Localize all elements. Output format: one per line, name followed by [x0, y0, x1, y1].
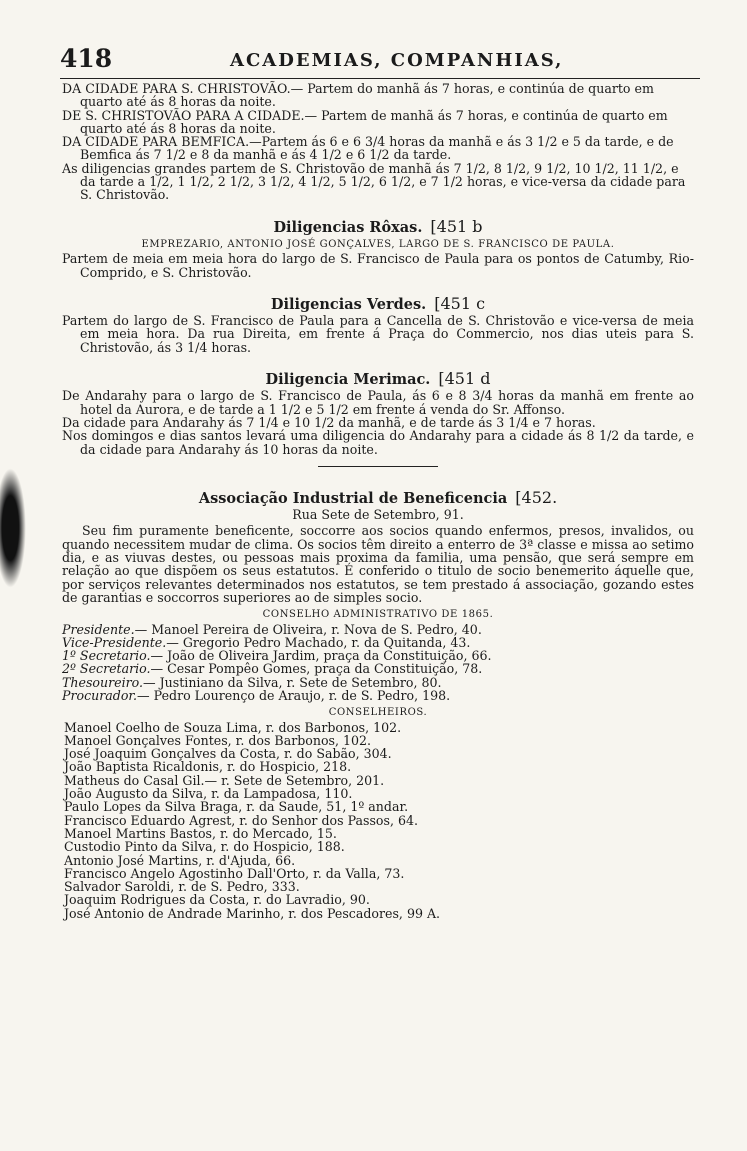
section-title: Diligencias Verdes. [270, 295, 427, 313]
council-member: Custodio Pinto da Silva, r. do Hospicio, 188. [64, 839, 345, 855]
council-member: Manoel Gonçalves Fontes, r. dos Barbonos, 102. [64, 732, 372, 748]
board-heading: CONSELHO ADMINISTRATIVO DE 1865. [262, 609, 494, 621]
page-header [60, 44, 700, 79]
officer-row [62, 623, 694, 636]
council-member: Manoel Coelho de Souza Lima, r. dos Barbonos, 102. [64, 719, 402, 735]
section-ref: [452. [515, 487, 558, 507]
officer-row [62, 689, 694, 702]
section-text: Da cidade para Andarahy ás 7 1/4 e 10 1/2 da manhã, e de tarde ás 3 1/4 e 7 horas. [62, 414, 596, 430]
council-member: João Augusto da Silva, r. da Lampadosa, 110. [64, 786, 353, 802]
section-heading [62, 293, 694, 313]
section-heading [62, 216, 694, 236]
section-title: Diligencia Merimac. [265, 371, 431, 389]
officer-role: Vice-Presidente.— [62, 634, 179, 650]
divider [318, 466, 438, 467]
council-heading: CONSELHEIROS. [328, 707, 428, 719]
schedule-paragraph: As diligencias grandes partem de S. Christovão de manhã ás 7 1/2, 8 1/2, 9 1/2, 10 1/2, 11 1/2, e da tarde a 1/2, 1 1/2, 2 1/2, 3 1/2, 4 1/2, 5 1/2, 6 1/2, e 7 1/2 horas, e vice-versa da cidade para S. Christovão. [62, 160, 686, 203]
council-member: Manoel Martins Bastos, r. do Mercado, 15. [64, 825, 337, 841]
association-address: Rua Sete de Setembro, 91. [292, 507, 464, 523]
council-member: Paulo Lopes da Silva Braga, r. da Saude, 51, 1º andar. [64, 799, 409, 815]
officer-row [62, 649, 694, 662]
officers-list [62, 623, 694, 703]
officer-role: 2º Secretario.— [62, 661, 164, 677]
officer-role: Presidente.— [62, 621, 148, 637]
page-stain [0, 468, 26, 588]
council-member: Matheus do Casal Gil.— r. Sete de Setembro, 201. [64, 772, 385, 788]
section-heading [62, 369, 694, 389]
section-text: Partem de meia em meia hora do largo de S. Francisco de Paula para os pontos de Catumby, Rio-Comprido, e S. Christovão. [62, 251, 694, 280]
schedule-paragraph: DE S. CHRISTOVÃO PARA A CIDADE.— Partem de manhã ás 7 horas, e continúa de quarto em quarto até ás 8 horas da noite. [62, 107, 668, 136]
page-body [62, 82, 694, 920]
section-subtitle: EMPREZARIO, ANTONIO JOSÉ GONÇALVES, LARGO DE S. FRANCISCO DE PAULA. [141, 238, 615, 250]
running-title: ACADEMIAS, COMPANHIAS, [230, 50, 564, 71]
council-member: Joaquim Rodrigues da Costa, r. do Lavradio, 90. [64, 892, 370, 908]
association-text: Seu fim puramente beneficente, soccorre aos socios quando enfermos, presos, invalidos, ou quando necessitem mudar de clima. Os socios têm direito a enterro de 3ª classe e missa ao setimo dia, e as viuvas destes, ou pessoas mais proxima da familia, uma pensão, que será sempre em relação ao que dispõem os seus estatutos. É conferido o titulo de socio benemerito áquelle que, por serviços relevantes determinados nos estatutos, se tem prestado á associação, gozando estes de garantias e soccorros superiores ao de simples socio. [62, 523, 694, 605]
officer-detail: Justiniano da Silva, r. Sete de Setembro, 80. [155, 674, 442, 690]
council-member: João Baptista Ricaldonis, r. do Hospicio, 218. [64, 759, 352, 775]
section-text: De Andarahy para o largo de S. Francisco de Paula, ás 6 e 8 3/4 horas da manhã em frente ao hotel da Aurora, e de tarde a 1 1/2 e 5 1/2 em frente á venda do Sr. Affonso. [62, 388, 694, 417]
section-text: Partem do largo de S. Francisco de Paula para a Cancella de S. Christovão e vice-versa de meia em meia hora. Da rua Direita, em frente á Praça do Commercio, nos dias uteis para S. Christovão, ás 3 1/4 horas. [62, 313, 694, 355]
officer-row [62, 636, 694, 649]
section-text: Nos domingos e dias santos levará uma diligencia do Andarahy para a cidade ás 8 1/2 da tarde, e da cidade para Andarahy ás 10 horas da noite. [62, 428, 694, 457]
schedule-paragraph: DA CIDADE PARA BEMFICA.—Partem ás 6 e 6 3/4 horas da manhã e ás 3 1/2 e 5 da tarde, e de Bemfica ás 7 1/2 e 8 da manhã e ás 4 1/2 e 6 1/2 da tarde. [62, 134, 674, 163]
council-member: José Joaquim Gonçalves da Costa, r. do Sabão, 304. [64, 746, 392, 762]
section-title: Diligencias Rôxas. [273, 218, 423, 236]
council-member: José Antonio de Andrade Marinho, r. dos Pescadores, 99 A. [64, 905, 441, 921]
section-ref: [451 b [430, 216, 483, 236]
section-ref: [451 c [434, 293, 486, 313]
council-member: Francisco Angelo Agostinho Dall'Orto, r. da Valla, 73. [64, 865, 405, 881]
officer-role: 1º Secretario.— [62, 648, 164, 664]
officer-detail: Gregorio Pedro Machado, r. da Quitanda, 43. [178, 634, 471, 650]
section-ref: [451 d [438, 369, 491, 389]
schedule-paragraph: DA CIDADE PARA S. CHRISTOVÃO.— Partem do manhã ás 7 horas, e continúa de quarto em quarto até ás 8 horas da noite. [62, 81, 654, 110]
officer-role: Thesoureiro.— [62, 674, 156, 690]
council-member: Salvador Saroldi, r. de S. Pedro, 333. [64, 879, 300, 895]
council-list [62, 721, 694, 920]
officer-role: Procurador.— [62, 687, 150, 703]
section-heading [62, 487, 694, 507]
officer-detail: João de Oliveira Jardim, praça da Constituição, 66. [163, 648, 492, 664]
officer-row [62, 662, 694, 675]
section-title: Associação Industrial de Beneficencia [198, 489, 508, 507]
officer-detail: Manoel Pereira de Oliveira, r. Nova de S. Pedro, 40. [147, 621, 482, 637]
page-number: 418 [60, 44, 113, 73]
council-member: Francisco Eduardo Agrest, r. do Senhor dos Passos, 64. [64, 812, 418, 828]
officer-row [62, 676, 694, 689]
officer-detail: Pedro Lourenço de Araujo, r. de S. Pedro, 198. [149, 687, 451, 703]
officer-detail: Cesar Pompêo Gomes, praça da Constituição, 78. [163, 661, 483, 677]
council-member: Antonio José Martins, r. d'Ajuda, 66. [64, 852, 296, 868]
